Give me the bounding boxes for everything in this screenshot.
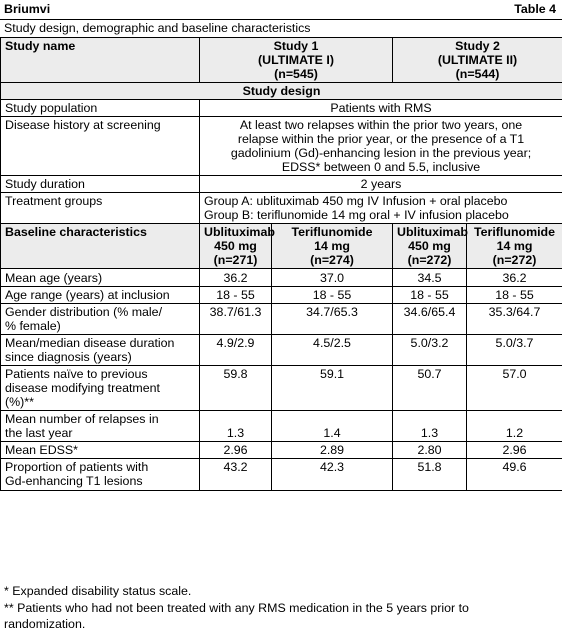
value-cell: 18 - 55: [467, 287, 562, 304]
value-cell: 59.1: [272, 366, 393, 411]
baseline-body: [1, 269, 562, 491]
value-cell: 36.2: [200, 269, 272, 287]
value-cell: 5.0/3.2: [393, 335, 467, 366]
baseline-header-row: [1, 224, 562, 269]
value-cell: 2.96: [200, 442, 272, 459]
value-cell: 1.3: [393, 411, 467, 442]
baseline-row: [1, 411, 562, 442]
row-label: Proportion of patients with Gd-enhancing T1 lesions: [1, 459, 200, 491]
value-cell: 43.2: [200, 459, 272, 491]
value-cell: 18 - 55: [272, 287, 393, 304]
design-label: Study population: [1, 100, 200, 117]
arm-header: Teriflunomide 14 mg (n=274): [272, 224, 393, 269]
value-cell: 35.3/64.7: [467, 304, 562, 335]
baseline-row: [1, 335, 562, 366]
table-subtitle: Study design, demographic and baseline characteristics: [4, 21, 311, 35]
study2-header: Study 2 (ULTIMATE II) (n=544): [393, 38, 562, 83]
arm-header: Teriflunomide 14 mg (n=272): [467, 224, 562, 269]
value-cell: 18 - 55: [393, 287, 467, 304]
brand-name: Briumvi: [4, 2, 51, 16]
value-cell: 42.3: [272, 459, 393, 491]
value-cell: 1.3: [200, 411, 272, 442]
value-cell: 59.8: [200, 366, 272, 411]
section-heading-row: [1, 83, 562, 100]
footnote-naive-continued: randomization.: [4, 617, 86, 631]
design-value: Group A: ublituximab 450 mg IV Infusion + oral placebo Group B: teriflunomide 14 mg oral + IV infusion placebo: [200, 193, 562, 224]
design-row: [1, 193, 562, 224]
study1-header: Study 1 (ULTIMATE I) (n=545): [200, 38, 393, 83]
footnote-edss: * Expanded disability status scale.: [4, 584, 192, 598]
baseline-row: [1, 459, 562, 491]
design-label: Treatment groups: [1, 193, 200, 224]
value-cell: 34.6/65.4: [393, 304, 467, 335]
value-cell: 50.7: [393, 366, 467, 411]
baseline-row: [1, 366, 562, 411]
design-row: [1, 100, 562, 117]
table-number: Table 4: [514, 2, 556, 16]
value-cell: 2.89: [272, 442, 393, 459]
study-name-label: Study name: [1, 38, 200, 83]
design-value: Patients with RMS: [200, 100, 562, 117]
value-cell: 37.0: [272, 269, 393, 287]
header-band: [0, 0, 562, 20]
baseline-title: Baseline characteristics: [1, 224, 200, 269]
baseline-row: [1, 304, 562, 335]
value-cell: 57.0: [467, 366, 562, 411]
value-cell: 18 - 55: [200, 287, 272, 304]
value-cell: 34.7/65.3: [272, 304, 393, 335]
row-label: Mean number of relapses in the last year: [1, 411, 200, 442]
baseline-row: [1, 442, 562, 459]
value-cell: 1.2: [467, 411, 562, 442]
study-design-heading: Study design: [1, 83, 562, 100]
value-cell: 34.5: [393, 269, 467, 287]
value-cell: 4.5/2.5: [272, 335, 393, 366]
footnote-naive: ** Patients who had not been treated with any RMS medication in the 5 years prior to: [4, 601, 469, 615]
design-value: 2 years: [200, 176, 562, 193]
row-label: Patients naïve to previous disease modifying treatment (%)**: [1, 366, 200, 411]
baseline-row: [1, 269, 562, 287]
value-cell: 49.6: [467, 459, 562, 491]
design-row: [1, 117, 562, 176]
value-cell: 38.7/61.3: [200, 304, 272, 335]
row-label: Gender distribution (% male/ % female): [1, 304, 200, 335]
row-label: Mean age (years): [1, 269, 200, 287]
row-label: Age range (years) at inclusion: [1, 287, 200, 304]
baseline-row: [1, 287, 562, 304]
study-table: [0, 37, 562, 491]
design-value: At least two relapses within the prior two years, one relapse within the prior year, or the presence of a T1 gadolinium (Gd)-enhancing lesion in the previous year; EDSS* between 0 and 5.5, inclusive: [200, 117, 562, 176]
study-header-row: [1, 38, 562, 83]
row-label: Mean EDSS*: [1, 442, 200, 459]
design-label: Disease history at screening: [1, 117, 200, 176]
value-cell: 2.96: [467, 442, 562, 459]
design-label: Study duration: [1, 176, 200, 193]
value-cell: 51.8: [393, 459, 467, 491]
value-cell: 2.80: [393, 442, 467, 459]
row-label: Mean/median disease duration since diagnosis (years): [1, 335, 200, 366]
arm-header: Ublituximab 450 mg (n=271): [200, 224, 272, 269]
value-cell: 1.4: [272, 411, 393, 442]
design-row: [1, 176, 562, 193]
value-cell: 36.2: [467, 269, 562, 287]
value-cell: 4.9/2.9: [200, 335, 272, 366]
arm-header: Ublituximab 450 mg (n=272): [393, 224, 467, 269]
value-cell: 5.0/3.7: [467, 335, 562, 366]
